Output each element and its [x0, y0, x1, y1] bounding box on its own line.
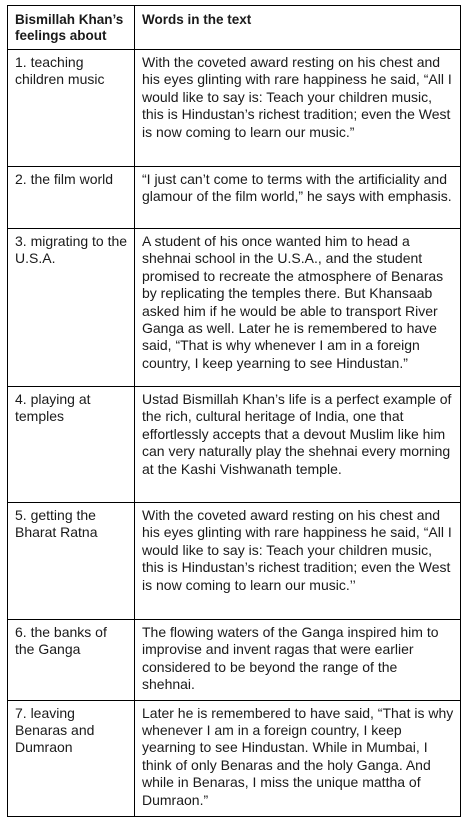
- header-words: Words in the text: [135, 6, 461, 50]
- table-row: [8, 387, 461, 503]
- table-row: [8, 700, 461, 816]
- feeling-cell: 6. the banks of the Ganga: [8, 620, 135, 701]
- words-cell: “I just can’t come to terms with the artificiality and glamour of the film world,” he says with emphasis.: [135, 167, 461, 229]
- words-cell: With the coveted award resting on his chest and his eyes glinting with rare happiness he said, “All I would like to say is: Teach your children music, this is Hindustan’s richest tradition; even the West is now coming to learn our music.”: [135, 50, 461, 167]
- table-row: [8, 167, 461, 229]
- words-cell: Later he is remembered to have said, “That is why whenever I am in a foreign country, I keep yearning to see Hindustan. While in Mumbai, I think of only Benaras and the holy Ganga. And while in Benaras, I miss the unique mattha of Dumraon.”: [135, 700, 461, 816]
- feeling-cell: 3. migrating to the U.S.A.: [8, 229, 135, 387]
- table-row: [8, 229, 461, 387]
- words-cell: A student of his once wanted him to head a shehnai school in the U.S.A., and the student promised to recreate the atmosphere of Benaras by replicating the temples there. But Khansaab asked him if he would be able to transport River Ganga as well. Later he is remembered to have said, “That is why whenever I am in a foreign country, I keep yearning to see Hindustan.”: [135, 229, 461, 387]
- words-cell: Ustad Bismillah Khan’s life is a perfect example of the rich, cultural heritage of India, one that effortlessly accepts that a devout Muslim like him can very naturally play the shehnai every morning at the Kashi Vishwanath temple.: [135, 387, 461, 503]
- feeling-cell: 4. playing at temples: [8, 387, 135, 503]
- table-row: [8, 50, 461, 167]
- table-row: [8, 620, 461, 701]
- table-row: [8, 503, 461, 620]
- feeling-cell: 2. the film world: [8, 167, 135, 229]
- feeling-cell: 7. leaving Benaras and Dumraon: [8, 700, 135, 816]
- table-header-row: [8, 6, 461, 50]
- header-feeling: Bismillah Khan’s feelings about: [8, 6, 135, 50]
- words-cell: With the coveted award resting on his chest and his eyes glinting with rare happiness he said, “All I would like to say is: Teach your children music, this is Hindustan’s richest tradition; even the West is now coming to learn our music.’’: [135, 503, 461, 620]
- feelings-table: [7, 5, 461, 817]
- words-cell: The flowing waters of the Ganga inspired him to improvise and invent ragas that were earlier considered to be beyond the range of the shehnai.: [135, 620, 461, 701]
- feeling-cell: 1. teaching children music: [8, 50, 135, 167]
- feeling-cell: 5. getting the Bharat Ratna: [8, 503, 135, 620]
